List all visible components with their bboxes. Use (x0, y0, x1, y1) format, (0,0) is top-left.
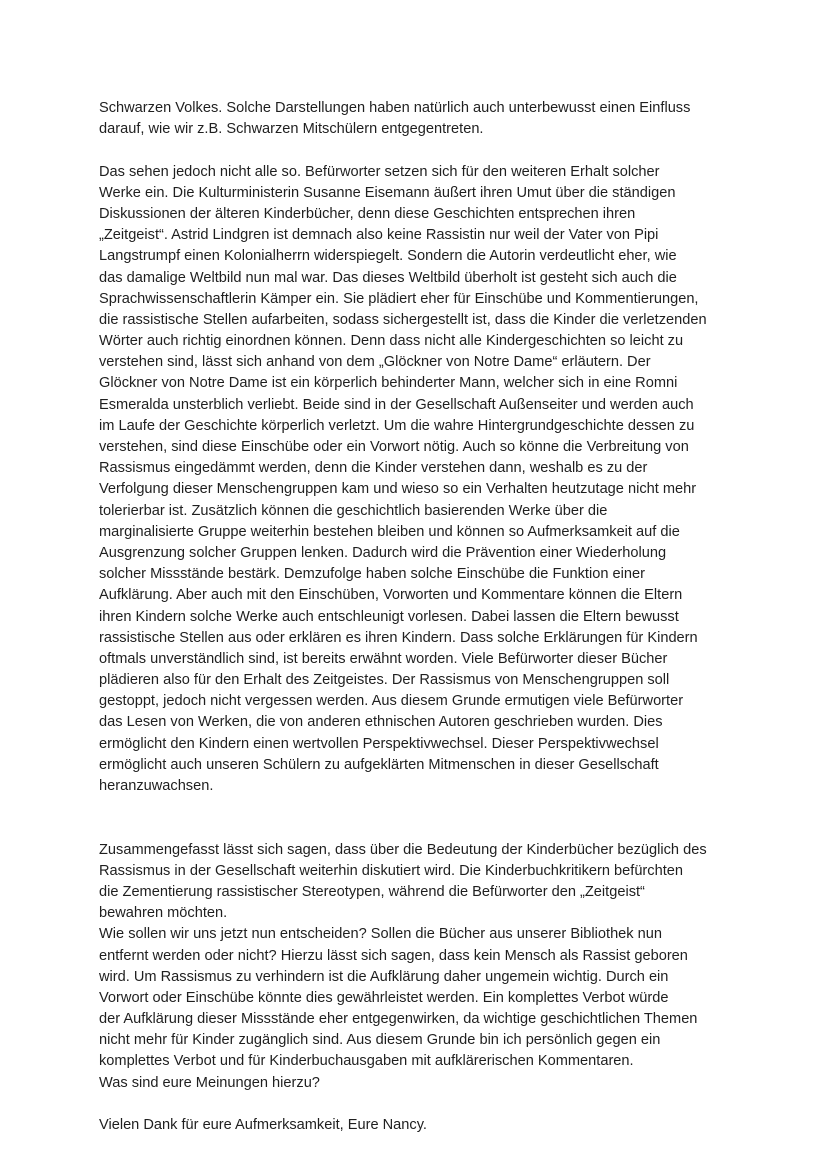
text-line: Ausgrenzung solcher Gruppen lenken. Dadurch wird die Prävention einer Wiederholung (99, 544, 667, 561)
text-line: Esmeralda unsterblich verliebt. Beide sind in der Gesellschaft Außenseiter und werden auch (99, 396, 694, 413)
text-line: gestoppt, jedoch nicht vergessen werden. Aus diesem Grunde ermutigen viele Befürworter (99, 693, 684, 710)
text-line: solcher Missstände bestärk. Demzufolge haben solche Einschübe die Funktion einer (99, 566, 645, 583)
text-line: Rassismus in der Gesellschaft weiterhin diskutiert wird. Die Kinderbuchkritikern befürchten (99, 862, 683, 879)
text-line: Langstrumpf einen Kolonialherrn widerspiegelt. Sondern die Autorin verdeutlicht eher, wie (99, 248, 677, 265)
text-line: wird. Um Rassismus zu verhindern ist die Aufklärung daher ungemein wichtig. Durch ein (99, 968, 669, 985)
text-line: oftmals unverständlich sind, ist bereits erwähnt worden. Viele Befürworter dieser Bücher (99, 650, 668, 667)
text-line: ihren Kindern solche Werke auch entschleunigt vorlesen. Dabei lassen die Eltern bewusst (99, 608, 679, 625)
text-line: Vielen Dank für eure Aufmerksamkeit, Eure Nancy. (99, 1117, 427, 1133)
paragraph-gap (99, 140, 739, 161)
text-line: marginalisierte Gruppe weiterhin bestehen bleiben und können so Aufmerksamkeit auf die (99, 523, 680, 540)
text-line: Werke ein. Die Kulturministerin Susanne Eisemann äußert ihren Umut über die ständigen (99, 184, 676, 201)
text-line: ermöglicht auch unseren Schülern zu aufgeklärten Mitmenschen in dieser Gesellschaft (99, 756, 659, 773)
paragraph-gap (99, 818, 739, 839)
text-line: Rassismus eingedämmt werden, denn die Kinder verstehen dann, weshalb es zu der (99, 460, 648, 477)
text-line: Schwarzen Volkes. Solche Darstellungen haben natürlich auch unterbewusst einen Einfluss (99, 100, 691, 116)
text-line: Das sehen jedoch nicht alle so. Befürworter setzen sich für den weiteren Erhalt solcher (99, 163, 660, 180)
paragraph-closing (99, 1115, 739, 1136)
text-line: das Lesen von Werken, die von anderen ethnischen Autoren geschrieben wurden. Dies (99, 714, 663, 731)
text-line: heranzuwachsen. (99, 778, 214, 794)
text-line: Zusammengefasst lässt sich sagen, dass über die Bedeutung der Kinderbücher bezüglich des (99, 841, 707, 858)
text-line: Wie sollen wir uns jetzt nun entscheiden? Sollen die Bücher aus unserer Bibliothek nun (99, 926, 662, 943)
text-line: entfernt werden oder nicht? Hierzu lässt sich sagen, dass kein Mensch als Rassist geboren (99, 947, 688, 964)
paragraph-arguments (99, 162, 739, 819)
text-line: der Aufklärung dieser Missstände eher entgegenwirken, da wichtige geschichtlichen Themen (99, 1011, 698, 1028)
text-line: darauf, wie wir z.B. Schwarzen Mitschülern entgegentreten. (99, 121, 484, 138)
text-line: Aufklärung. Aber auch mit den Einschüben, Vorworten und Kommentare können die Eltern (99, 587, 683, 604)
text-line: im Laufe der Geschichte körperlich verletzt. Um die wahre Hintergrundgeschichte dessen zu (99, 417, 695, 434)
text-line: die rassistische Stellen aufarbeiten, sodass sichergestellt ist, dass die Kinder die verletzenden (99, 311, 707, 328)
text-line: Was sind eure Meinungen hierzu? (99, 1074, 320, 1091)
text-line: das damalige Weltbild nun mal war. Das dieses Weltbild überholt ist gesteht sich auch die (99, 269, 677, 286)
paragraph-intro (99, 98, 739, 140)
text-line: „Zeitgeist“. Astrid Lindgren ist demnach also keine Rassistin nur weil der Vater von Pipi (99, 227, 659, 244)
text-line: tolerierbar ist. Zusätzlich können die geschichtlich basierenden Werke über die (99, 502, 608, 519)
text-line: ermöglicht den Kindern einen wertvollen Perspektivwechsel. Dieser Perspektivwechsel (99, 735, 659, 752)
text-line: verstehen, sind diese Einschübe oder ein Vorwort nötig. Auch so könne die Verbreitung von (99, 439, 689, 455)
text-line: rassistische Stellen aus oder erklären es ihren Kindern. Dass solche Erklärungen für Kindern (99, 629, 698, 646)
paragraph-gap (99, 1094, 739, 1115)
text-line: Diskussionen der älteren Kinderbücher, denn diese Geschichten entsprechen ihren (99, 205, 636, 222)
text-line: Vorwort oder Einschübe könnte dies gewährleistet werden. Ein komplettes Verbot würde (99, 989, 669, 1006)
text-line: Verfolgung dieser Menschengruppen kam und wieso so ein Verhalten heutzutage nicht mehr (99, 481, 697, 498)
text-line: verstehen sind, lässt sich anhand von dem „Glöckner von Notre Dame“ erläutern. Der (99, 354, 651, 371)
text-line: plädieren also für den Erhalt des Zeitgeistes. Der Rassismus von Menschengruppen soll (99, 672, 670, 689)
paragraph-conclusion (99, 840, 739, 1094)
text-line: komplettes Verbot und für Kinderbuchausgaben mit aufklärerischen Kommentaren. (99, 1053, 634, 1070)
text-line: die Zementierung rassistischer Stereotypen, während die Befürworter den „Zeitgeist“ (99, 883, 645, 900)
document-body (99, 98, 739, 1136)
text-line: Sprachwissenschaftlerin Kämper ein. Sie plädiert eher für Einschübe und Kommentierungen, (99, 290, 699, 307)
text-line: bewahren möchten. (99, 905, 228, 922)
text-line: nicht mehr für Kinder zugänglich sind. Aus diesem Grunde bin ich persönlich gegen ein (99, 1032, 661, 1049)
text-line (99, 797, 739, 818)
text-line: Wörter auch richtig einordnen können. Denn dass nicht alle Kindergeschichten so leicht zu (99, 333, 684, 350)
text-line: Glöckner von Notre Dame ist ein körperlich behinderter Mann, welcher sich in eine Romni (99, 375, 678, 392)
